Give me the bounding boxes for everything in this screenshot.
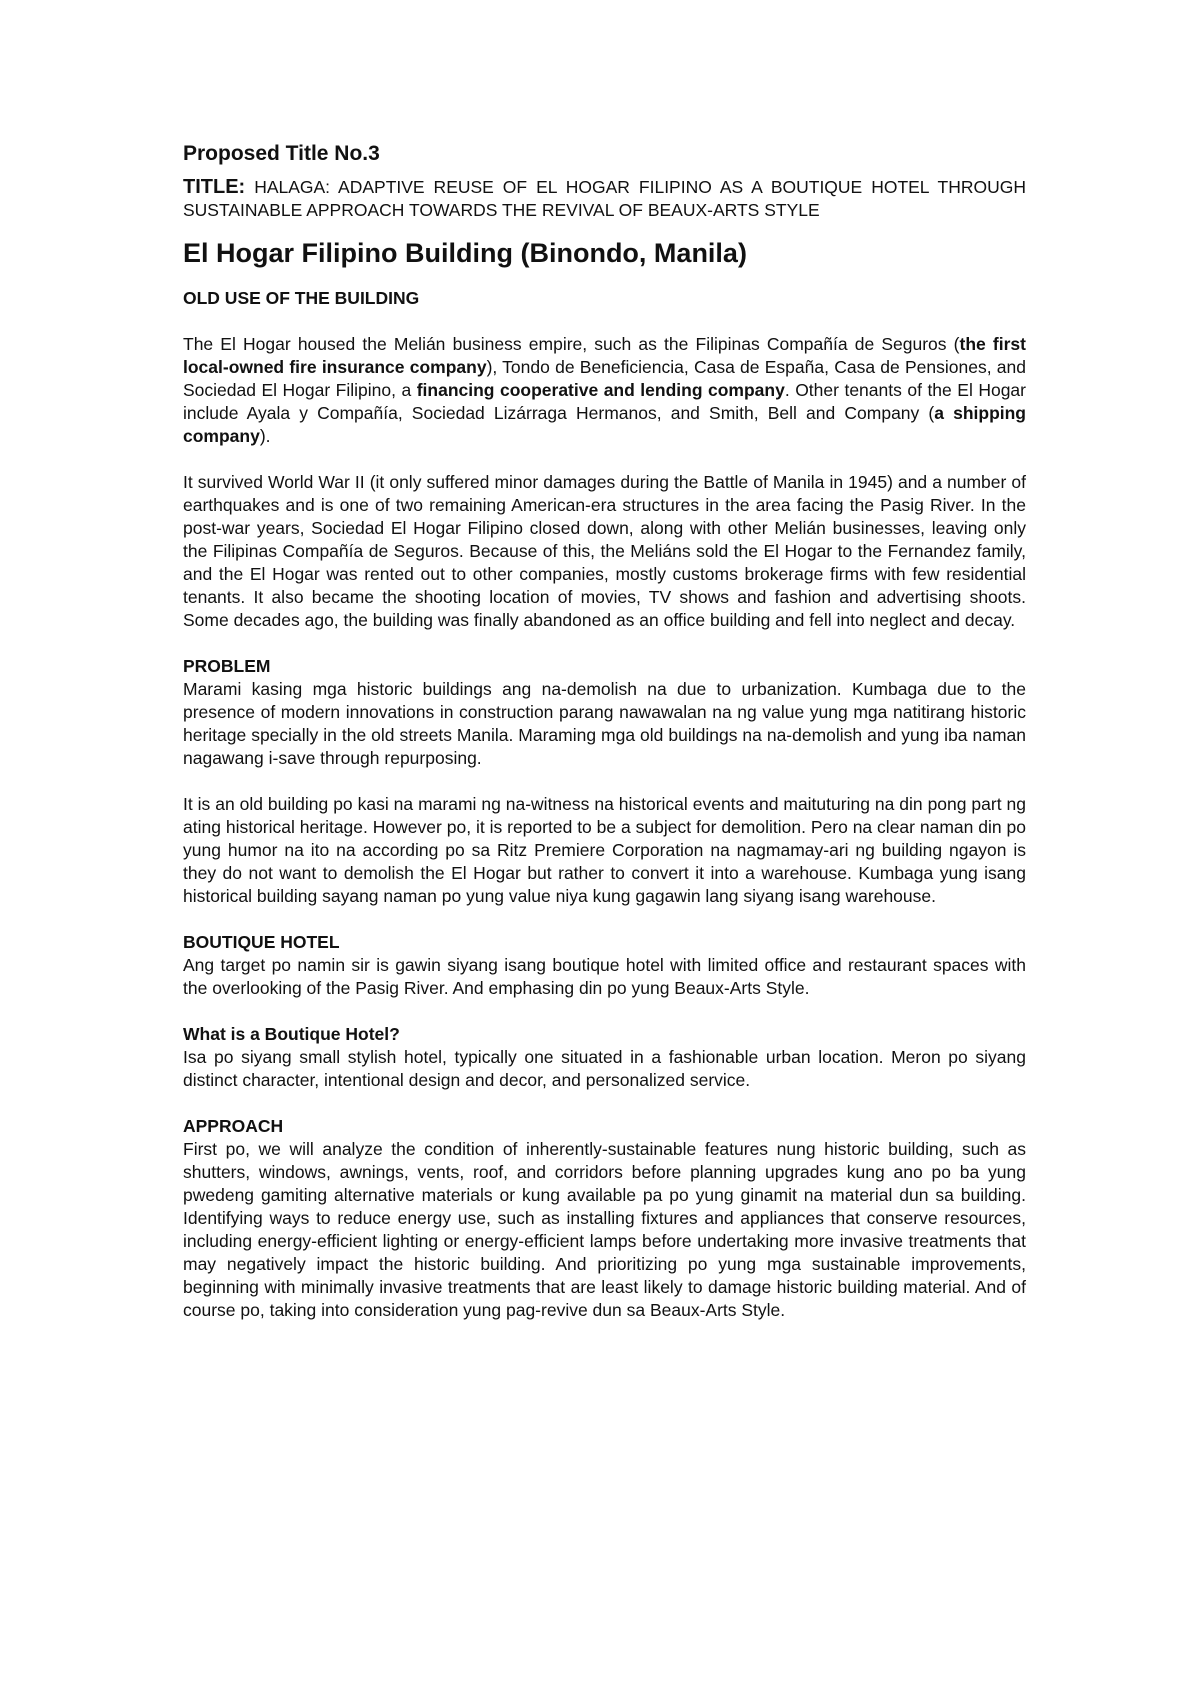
what-is-boutique-paragraph: Isa po siyang small stylish hotel, typically one situated in a fashionable urban location. Meron po siyang distinct character, intentional design and decor, and personalized service. [183, 1047, 1026, 1090]
bold-run: a shipping company [183, 403, 1026, 446]
problem-heading: PROBLEM [183, 656, 271, 676]
text-run: ). [259, 426, 271, 446]
spacer [183, 310, 1026, 333]
approach-paragraph: First po, we will analyze the condition of inherently-sustainable features nung historic building, such as shutters, windows, awnings, vents, roof, and corridors before planning upgrades kung ano po ba yung pwedeng gamiting alternative materials or kung available pa po yung ginamit na material dun sa building. Identifying ways to reduce energy use, such as installing fixtures and appliances that conserve resources, including energy-efficient lighting or energy-efficient lamps before undertaking more invasive treatments that may negatively impact the historic building. And prioritizing po yung mga sustainable improvements, beginning with minimally invasive treatments that are least likely to damage historic building material. And of course po, taking into consideration yung pag-revive dun sa Beaux-Arts Style. [183, 1139, 1026, 1320]
spacer [183, 770, 1026, 793]
spacer [183, 448, 1026, 471]
approach-heading: APPROACH [183, 1116, 284, 1136]
what-is-boutique-heading: What is a Boutique Hotel? [183, 1024, 400, 1044]
old-use-paragraph-2: It survived World War II (it only suffered minor damages during the Battle of Manila in 1945) and a number of earthquakes and is one of two remaining American-era structures in the area facing the Pasig River. In the post-war years, Sociedad El Hogar Filipino closed down, along with other Melián businesses, leaving only the Filipinas Compañía de Seguros. Because of this, the Meliáns sold the El Hogar to the Fernandez family, and the El Hogar was rented out to other companies, mostly customs brokerage firms with few residential tenants. It also became the shooting location of movies, TV shows and fashion and advertising shoots. Some decades ago, the building was finally abandoned as an office building and fell into neglect and decay. [183, 472, 1026, 630]
spacer [183, 908, 1026, 931]
text-run: . Other tenants of the El Hogar include Ayala y Compañía, Sociedad Lizárraga Hermanos, and Smith, Bell and Company ( [183, 380, 1026, 423]
problem-paragraph-2: It is an old building po kasi na marami ng na-witness na historical events and maituturing na din pong part ng ating historical heritage. However po, it is reported to be a subject for demolition. Pero na clear naman din po yung humor na ito na according po sa Ritz Premiere Corporation na nagmamay-ari ng building ngayon is they do not want to demolish the El Hogar but rather to convert it into a warehouse. Kumbaga yung isang historical building sayang naman po yung value niya kung gagawin lang siyang isang warehouse. [183, 794, 1026, 906]
text-run: ), Tondo de Beneficiencia, Casa de España, Casa de Pensiones, and Sociedad El Hogar Filipino, a [183, 357, 1026, 400]
spacer [183, 1000, 1026, 1023]
boutique-hotel-heading: BOUTIQUE HOTEL [183, 932, 340, 952]
title-text: HALAGA: ADAPTIVE REUSE OF EL HOGAR FILIPINO AS A BOUTIQUE HOTEL THROUGH SUSTAINABLE APPROACH TOWARDS THE REVIVAL OF BEAUX-ARTS STYLE [183, 177, 1026, 220]
old-use-paragraph-1 [183, 333, 1026, 448]
old-use-heading: OLD USE OF THE BUILDING [183, 288, 420, 308]
proposed-title-label: Proposed Title No.3 [183, 142, 380, 165]
bold-run: financing cooperative and lending company [416, 380, 785, 400]
title-keyword: TITLE: [183, 176, 246, 198]
spacer [183, 1092, 1026, 1115]
boutique-hotel-paragraph: Ang target po namin sir is gawin siyang isang boutique hotel with limited office and restaurant spaces with the overlooking of the Pasig River. And emphasing din po yung Beaux-Arts Style. [183, 955, 1026, 998]
spacer [183, 632, 1026, 655]
main-heading: El Hogar Filipino Building (Binondo, Manila) [183, 238, 747, 268]
title-block [183, 176, 1026, 222]
problem-paragraph-1: Marami kasing mga historic buildings ang na-demolish na due to urbanization. Kumbaga due to the presence of modern innovations in construction parang nawawalan na ng value yung mga natitirang historic heritage specially in the old streets Manila. Maraming mga old buildings na na-demolish and yung iba naman nagawang i-save through repurposing. [183, 679, 1026, 768]
bold-run: the first local-owned fire insurance company [183, 334, 1026, 377]
text-run: The El Hogar housed the Melián business empire, such as the Filipinas Compañía de Seguros ( [183, 334, 960, 354]
